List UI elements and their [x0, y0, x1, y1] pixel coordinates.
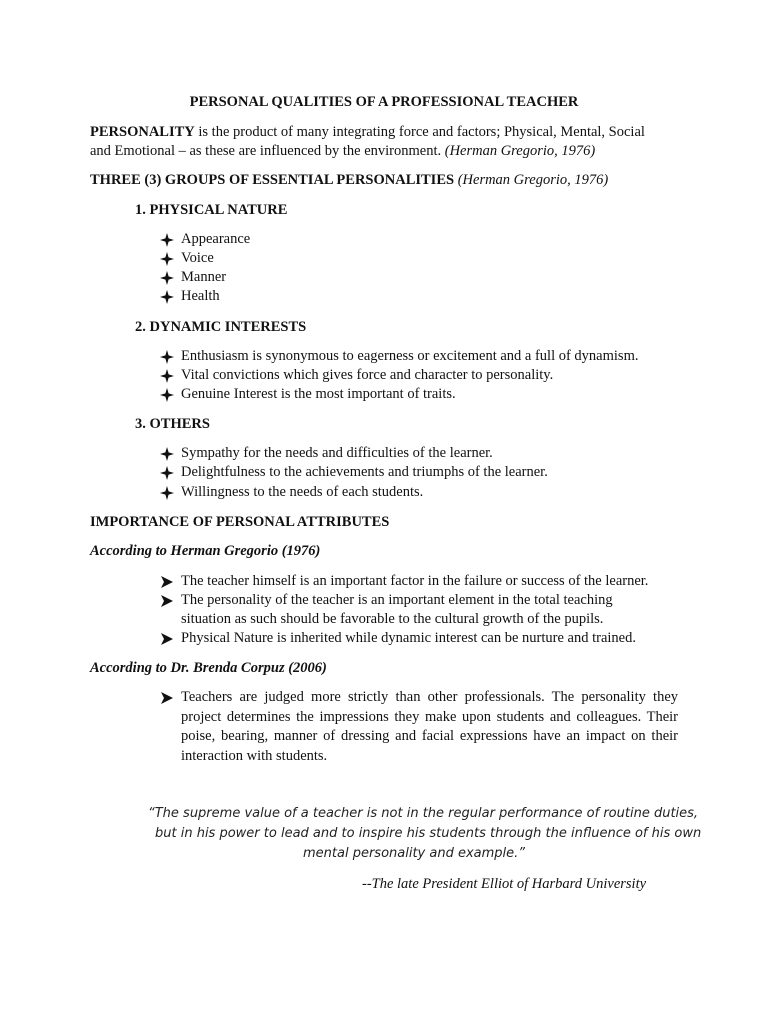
corpuz-line-2: project determines the impressions they make upon students and colleagues. Their	[181, 709, 678, 725]
diamond-bullet-icon	[160, 447, 174, 461]
definition-term: PERSONALITY	[90, 124, 195, 140]
list-item: Appearance	[181, 231, 251, 247]
groups-heading-text: THREE (3) GROUPS OF ESSENTIAL PERSONALITIES	[90, 172, 458, 188]
list-item: Sympathy for the needs and difficulties of the learner.	[181, 445, 493, 461]
diamond-bullet-icon	[160, 388, 174, 402]
quote-line-2: but in his power to lead and to inspire his students through the influence of his own	[155, 826, 702, 841]
arrow-bullet-icon	[160, 691, 174, 705]
list-item: The teacher himself is an important factor in the failure or success of the learner.	[181, 573, 649, 589]
list-item: Manner	[181, 269, 227, 285]
list-item: Willingness to the needs of each students.	[181, 484, 424, 500]
page-title: PERSONAL QUALITIES OF A PROFESSIONAL TEACHER	[189, 94, 579, 110]
list-item: Vital convictions which gives force and character to personality.	[181, 367, 554, 383]
arrow-bullet-icon	[160, 575, 174, 589]
importance-heading: IMPORTANCE OF PERSONAL ATTRIBUTES	[90, 514, 390, 530]
definition-text-1: is the product of many integrating force and factors; Physical, Mental, Social	[194, 124, 645, 140]
list-item: Delightfulness to the achievements and triumphs of the learner.	[181, 464, 548, 480]
list-item: Enthusiasm is synonymous to eagerness or excitement and a full of dynamism.	[181, 348, 639, 364]
list-item: Voice	[181, 250, 214, 266]
corpuz-heading: According to Dr. Brenda Corpuz (2006)	[90, 660, 327, 676]
arrow-bullet-icon	[160, 632, 174, 646]
quote-attribution: --The late President Elliot of Harbard University	[362, 876, 647, 892]
diamond-bullet-icon	[160, 233, 174, 247]
quote-line-1: “The supreme value of a teacher is not in the regular performance of routine duties,	[148, 806, 699, 821]
list-item: Genuine Interest is the most important of traits.	[181, 386, 456, 402]
diamond-bullet-icon	[160, 350, 174, 364]
list-item: The personality of the teacher is an important element in the total teaching	[181, 592, 613, 608]
definition-citation: (Herman Gregorio, 1976)	[444, 143, 596, 159]
group-heading-physical: 1. PHYSICAL NATURE	[135, 202, 288, 218]
definition-line-2	[90, 143, 595, 160]
diamond-bullet-icon	[160, 369, 174, 383]
group-heading-dynamic: 2. DYNAMIC INTERESTS	[135, 319, 307, 335]
diamond-bullet-icon	[160, 466, 174, 480]
diamond-bullet-icon	[160, 252, 174, 266]
arrow-bullet-icon	[160, 594, 174, 608]
diamond-bullet-icon	[160, 290, 174, 304]
group-heading-others: 3. OTHERS	[135, 416, 210, 432]
corpuz-line-1: Teachers are judged more strictly than other professionals. The personality they	[181, 689, 678, 705]
list-item-continuation: situation as such should be favorable to the cultural growth of the pupils.	[181, 611, 604, 627]
corpuz-line-3: poise, bearing, manner of dressing and facial expressions have an impact on their	[181, 728, 678, 744]
groups-heading	[90, 172, 608, 189]
groups-heading-citation: (Herman Gregorio, 1976)	[457, 172, 609, 188]
definition-line-1	[90, 124, 645, 141]
corpuz-line-4: interaction with students.	[181, 748, 328, 764]
diamond-bullet-icon	[160, 486, 174, 500]
diamond-bullet-icon	[160, 271, 174, 285]
quote-line-3: mental personality and example.”	[303, 846, 526, 861]
list-item: Health	[181, 288, 220, 304]
list-item: Physical Nature is inherited while dynamic interest can be nurture and trained.	[181, 630, 636, 646]
gregorio-heading: According to Herman Gregorio (1976)	[90, 543, 321, 559]
definition-text-2: and Emotional – as these are influenced by the environment.	[90, 143, 445, 159]
